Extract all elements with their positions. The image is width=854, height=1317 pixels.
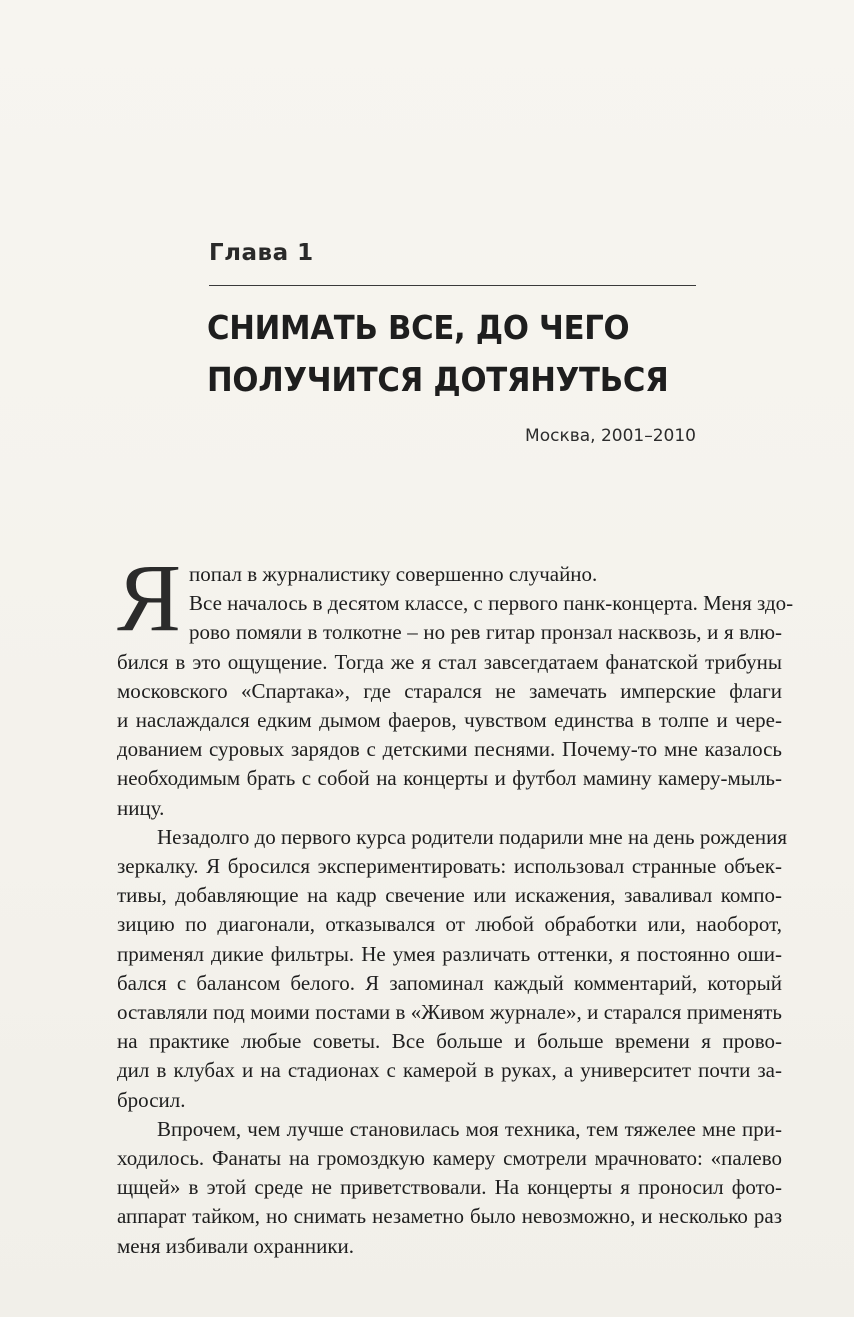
text-line: зеркалку. Я бросился экспериментировать: использовал странные объек-	[117, 854, 782, 879]
paragraph	[117, 823, 787, 1115]
text-line: рово помяли в толкотне – но рев гитар пронзал насквозь, и я влю-	[189, 620, 782, 645]
text-line: тивы, добавляющие на кадр свечение или искажения, заваливал компо-	[117, 883, 782, 908]
text-line: бался с балансом белого. Я запоминал каждый комментарий, который	[117, 970, 782, 995]
text-line: необходимым брать с собой на концерты и футбол мамину камеру-мыль-	[117, 766, 782, 791]
text-line: применял дикие фильтры. Не умея различать оттенки, я постоянно оши-	[117, 941, 782, 966]
text-line: попал в журналистику совершенно случайно.	[189, 562, 598, 586]
text-line: бросил.	[117, 1087, 186, 1112]
chapter-title	[207, 302, 728, 406]
text-line: зицию по диагонали, отказывался от любой обработки или, наоборот,	[117, 912, 782, 937]
text-line: Все началось в десятом классе, с первого панк-концерта. Меня здо-	[189, 591, 794, 616]
text-line: меня избивали охранники.	[117, 1233, 355, 1258]
text-line: ницу.	[117, 795, 165, 820]
chapter-title-line: СНИМАТЬ ВСЕ, ДО ЧЕГО	[207, 308, 630, 347]
text-line: Незадолго до первого курса родители подарили мне на день рождения	[157, 824, 787, 849]
chapter-title-line: ПОЛУЧИТСЯ ДОТЯНУТЬСЯ	[207, 360, 669, 399]
chapter-divider	[209, 285, 696, 286]
text-line: щщей» в этой среде не приветствовали. На концерты я проносил фото-	[117, 1175, 782, 1200]
text-line: аппарат тайком, но снимать незаметно было невозможно, и несколько раз	[117, 1204, 782, 1229]
text-line: и наслаждался едким дымом фаеров, чувством единства в толпе и чере-	[117, 708, 782, 733]
body-text	[117, 544, 794, 1261]
text-line: ходилось. Фанаты на громоздкую камеру смотрели мрачновато: «палево	[117, 1146, 782, 1171]
text-line: дил в клубах и на стадионах с камерой в руках, а университет почти за-	[117, 1058, 782, 1083]
chapter-label: Глава 1	[209, 240, 314, 266]
place-date: Москва, 2001–2010	[525, 426, 696, 446]
text-line: оставляли под моими постами в «Живом журнале», и старался применять	[117, 1000, 782, 1025]
text-line: московского «Спартака», где старался не замечать имперские флаги	[117, 678, 782, 703]
paragraph	[117, 1115, 782, 1261]
text-line: на практике любые советы. Все больше и больше времени я прово-	[117, 1029, 782, 1054]
text-line: дованием суровых зарядов с детскими песнями. Почему-то мне казалось	[117, 737, 782, 762]
text-line: Впрочем, чем лучше становилась моя техника, тем тяжелее мне при-	[157, 1116, 782, 1141]
paragraph	[117, 560, 782, 589]
paragraph	[117, 589, 794, 823]
drop-cap: Я	[117, 544, 182, 651]
text-line: бился в это ощущение. Тогда же я стал завсегдатаем фанатской трибуны	[117, 649, 782, 674]
